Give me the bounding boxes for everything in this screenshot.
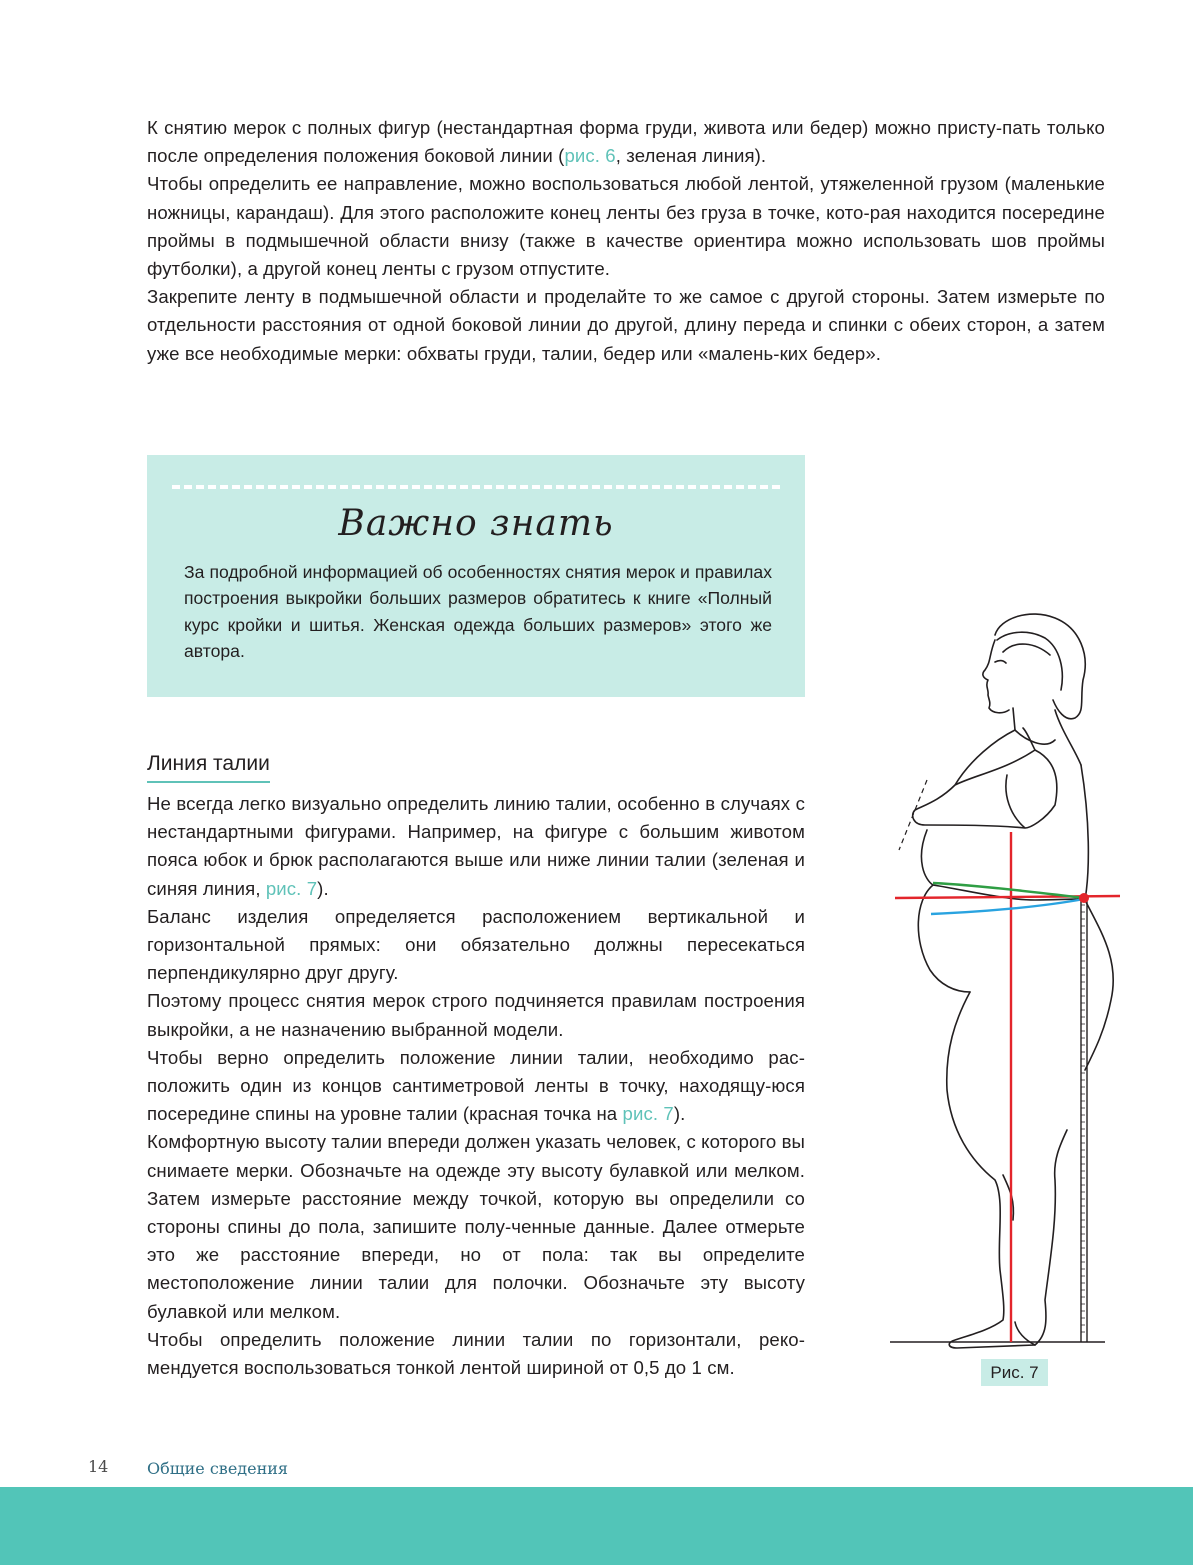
blue-waist-line [931, 899, 1084, 914]
section-paragraph-6: Чтобы определить положение линии талии по горизонтали, реко-мендуется воспользоваться тонкой лентой шириной от 0,5 до 1 см. [147, 1328, 805, 1379]
note-title: Важно знать [338, 503, 614, 544]
running-head: Общие сведения [147, 1459, 289, 1478]
crossed-arms [913, 730, 1057, 828]
important-note-box [147, 455, 805, 697]
section-paragraph-5: Комфортную высоту талии впереди должен указать человек, с которого вы снимаете мерки. Обозначьте на одежде эту высоту булавкой или мелком. Затем измерьте расстояние между точкой, которую вы определили со стороны спины до пола, запишите полу-ченные данные. Далее отмерьте это же расстояние впереди, но от пола: так вы определите местоположение линии талии для полочки. Обозначьте эту высоту булавкой или мелком. [147, 1131, 806, 1322]
red-waist-point [1079, 893, 1089, 903]
intro-paragraph-2: Чтобы определить ее направление, можно воспользоваться любой лентой, утяжеленной грузом (маленькие ножницы, карандаш). Для этого расположите конец ленты без груза в точке, кото-рая находится посередине проймы в подмышечной области внизу (также в качестве ориентира можно использовать шов проймы футболки), а другой конец ленты с грузом отпустите. [147, 173, 1105, 280]
note-body: За подробной информацией об особенностях снятия мерок и правилах построения выкройки больших размеров обратитесь к книге «Полный курс кройки и шитья. Женская одежда больших размеров» этого же автора. [184, 562, 772, 662]
section-paragraph-4: Чтобы верно определить положение линии талии, необходимо рас-положить один из концов сантиметровой ленты в точку, находящу-юся посередине спины на уровне талии (красная точка на рис. 7). [147, 1046, 805, 1125]
section-body [147, 790, 805, 1382]
section-paragraph-3: Поэтому процесс снятия мерок строго подчиняется правилам построения выкройки, а не назначению выбранной модели. [147, 990, 805, 1040]
section-title: Линия талии [147, 750, 270, 783]
intro-paragraph-3: Закрепите ленту в подмышечной области и проделайте то же самое с другой стороны. Затем измерьте по отдельности расстояния от одной боковой линии до другой, длину переда и спинки с обеих сторон, а затем уже все необходимые мерки: обхваты груди, талии, бедер или «малень-ких бедер». [147, 286, 1105, 364]
front-guide-dashes [899, 780, 927, 850]
back-outline [1081, 765, 1113, 1070]
measuring-tape [1081, 900, 1087, 1342]
leg-outline [947, 992, 1067, 1348]
intro-paragraph-1: К снятию мерок с полных фигур (нестандартная форма груди, живота или бедер) можно присту-пать только после определения положения боковой линии (рис. 6, зеленая линия). [147, 117, 1105, 167]
note-dashed-divider [172, 485, 780, 489]
figure-illustration [885, 600, 1125, 1360]
section-paragraph-1: Не всегда легко визуально определить линию талии, особенно в случаях с нестандартными фигурами. Например, на фигуре с большим животом пояса юбок и брюк располагаются выше или ниже линии талии (зеленая и синяя линия, рис. 7). [147, 793, 805, 899]
green-waist-line [933, 883, 1084, 898]
fig7-link-2[interactable]: рис. 7 [622, 1103, 674, 1125]
fig7-link[interactable]: рис. 7 [265, 877, 318, 899]
footer-band [0, 1487, 1193, 1565]
belly-outline [918, 830, 970, 992]
fig6-link[interactable]: рис. 6 [564, 145, 616, 167]
section-paragraph-2: Баланс изделия определяется расположением вертикальной и горизонтальной прямых: они обязательно должны пересекаться перпендикулярно друг другу. [147, 905, 805, 984]
page-number: 14 [88, 1457, 109, 1476]
figure-caption: Рис. 7 [981, 1359, 1048, 1386]
intro-text [147, 114, 1105, 368]
hair-outline [995, 614, 1085, 719]
